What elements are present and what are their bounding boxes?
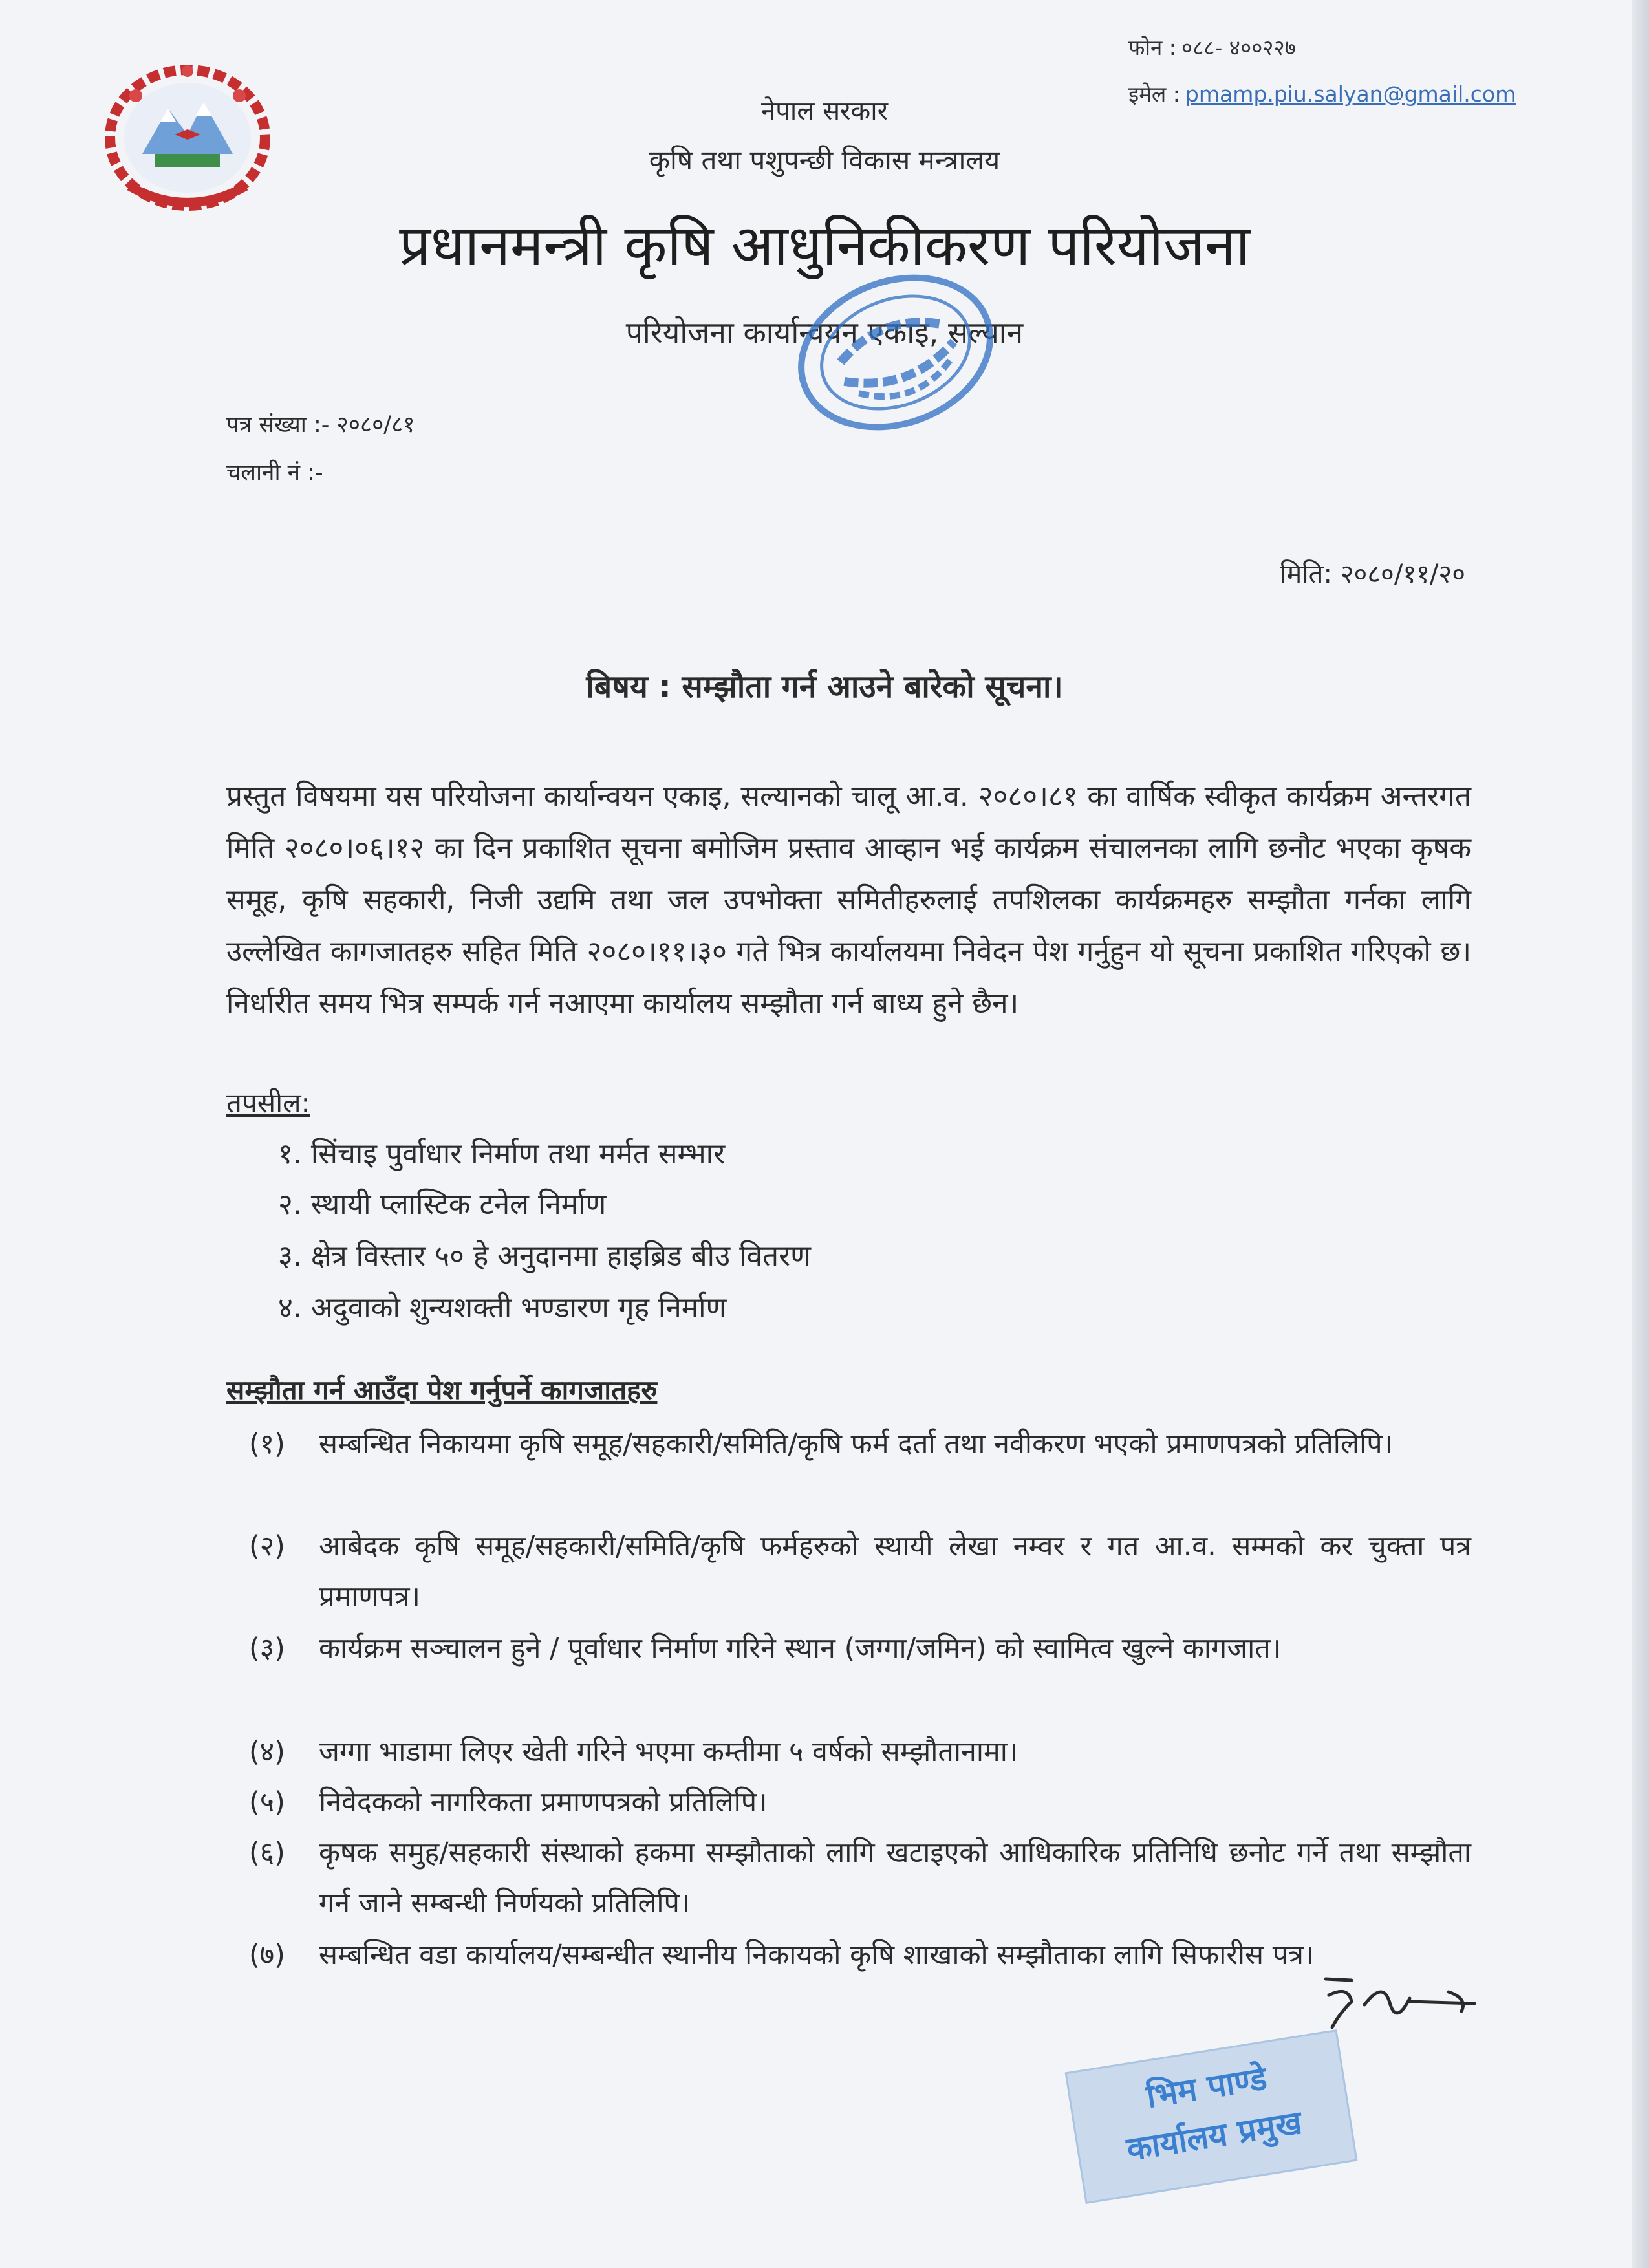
project-title: प्रधानमन्त्री कृषि आधुनिकीकरण परियोजना <box>399 213 1250 278</box>
document-item-number: (२) <box>249 1530 285 1562</box>
document-item-text: सम्बन्धित निकायमा कृषि समूह/सहकारी/समिति/कृषि फर्म दर्ता तथा नवीकरण भएको प्रमाणपत्रको प्रतिलिपि। <box>319 1428 1393 1460</box>
email-label: इमेल : <box>1128 81 1180 107</box>
dispatch-number: चलानी नं :- <box>226 460 323 486</box>
nepal-government-emblem-icon <box>91 57 285 219</box>
phone-number: ०८८- ४००२२७ <box>1181 35 1296 60</box>
stamp-name: भिम पाण्डे <box>1143 2059 1269 2115</box>
unit-name: परियोजना कार्यान्वयन एकाइ, सल्यान <box>625 315 1024 350</box>
document-item-text: कृषक समुह/सहकारी संस्थाको हकमा सम्झौताको लागि खटाइएको आधिकारिक प्रतिनिधि छनोट गर्ने तथा सम्झौता गर्न जाने सम्बन्धी निर्णयको प्रतिलिपि। <box>319 1837 1471 1919</box>
document-item <box>249 1623 1471 1674</box>
schedule-item: ३. क्षेत्र विस्तार ५० हे अनुदानमा हाइब्रिड बीउ वितरण <box>278 1240 811 1273</box>
document-item-number: (३) <box>249 1632 285 1665</box>
document-item-text: कार्यक्रम सञ्चालन हुने / पूर्वाधार निर्माण गरिने स्थान (जग्गा/जमिन) को स्वामित्व खुल्ने कागजात। <box>319 1632 1282 1665</box>
name-stamp <box>1065 2029 1358 2204</box>
government-name: नेपाल सरकार <box>761 96 888 126</box>
ministry-name: कृषि तथा पशुपन्छी विकास मन्त्रालय <box>649 144 1000 176</box>
document-item <box>249 1727 1471 1777</box>
email-link[interactable]: pmamp.piu.salyan@gmail.com <box>1185 81 1516 107</box>
document-item-text: सम्बन्धित वडा कार्यालय/सम्बन्धीत स्थानीय निकायको कृषि शाखाको सम्झौताका लागि सिफारीस पत्र। <box>319 1939 1315 1971</box>
document-item-text: जग्गा भाडामा लिएर खेती गरिने भएमा कम्तीमा ५ वर्षको सम्झौतानामा। <box>319 1736 1018 1768</box>
schedule-item: ४. अदुवाको शुन्यशक्ती भण्डारण गृह निर्माण <box>278 1291 727 1324</box>
subject-line: बिषय : सम्झौता गर्न आउने बारेको सूचना। <box>586 669 1063 705</box>
letter-date: मिति: २०८०/११/२० <box>1280 559 1465 589</box>
document-item <box>249 1828 1471 1928</box>
document-item <box>249 1777 1471 1828</box>
schedule-heading: तपसील: <box>226 1087 310 1119</box>
document-item-number: (६) <box>249 1837 285 1869</box>
document-item-number: (७) <box>249 1939 285 1971</box>
document-item-number: (४) <box>249 1736 285 1768</box>
handwritten-signature-icon <box>1313 1966 1487 2037</box>
contact-phone <box>1128 32 1296 61</box>
document-item <box>249 1419 1471 1469</box>
stamp-title: कार्यालय प्रमुख <box>1124 2103 1304 2168</box>
schedule-item: १. सिंचाइ पुर्वाधार निर्माण तथा मर्मत सम्भार <box>278 1138 726 1171</box>
document-item-text: निवेदकको नागरिकता प्रमाणपत्रको प्रतिलिपि। <box>319 1786 768 1819</box>
document-item-number: (५) <box>249 1786 285 1819</box>
document-item <box>249 1521 1471 1622</box>
document-item-text: आबेदक कृषि समूह/सहकारी/समिति/कृषि फर्महरुको स्थायी लेखा नम्वर र गत आ.व. सम्मको कर चुक्ता पत्र प्रमाणपत्र। <box>319 1530 1471 1613</box>
documents-heading: सम्झौता गर्न आउँदा पेश गर्नुपर्ने कागजातहरु <box>226 1374 658 1406</box>
phone-label: फोन : <box>1128 35 1176 60</box>
office-round-stamp-icon <box>763 265 1028 440</box>
document-item-number: (१) <box>249 1428 285 1460</box>
body-paragraph: प्रस्तुत विषयमा यस परियोजना कार्यान्वयन एकाइ, सल्यानको चालू आ.व. २०८०।८१ का वार्षिक स्वीकृत कार्यक्रम अन्तरगत मिति २०८०।०६।१२ का दिन प्रकाशित सूचना बमोजिम प्रस्ताव आव्हान भई कार्यक्रम संचालनका लागि छनौट भएका कृषक समूह, कृषि सहकारी, निजी उद्यमि तथा जल उपभोक्ता समितीहरुलाई तपशिलका कार्यक्रमहरु सम्झौता गर्नका लागि उल्लेखित कागजातहरु सहित मिति २०८०।११।३० गते भित्र कार्यालयमा निवेदन पेश गर्नुहुन यो सूचना प्रकाशित गरिएको छ। निर्धारीत समय भित्र सम्पर्क गर्न नआएमा कार्यालय सम्झौता गर्न बाध्य हुने छैन। <box>226 780 1471 1020</box>
schedule-item: २. स्थायी प्लास्टिक टनेल निर्माण <box>278 1188 607 1221</box>
document-item <box>249 1930 1471 1980</box>
letter-number: पत्र संख्या :- २०८०/८१ <box>226 412 415 438</box>
